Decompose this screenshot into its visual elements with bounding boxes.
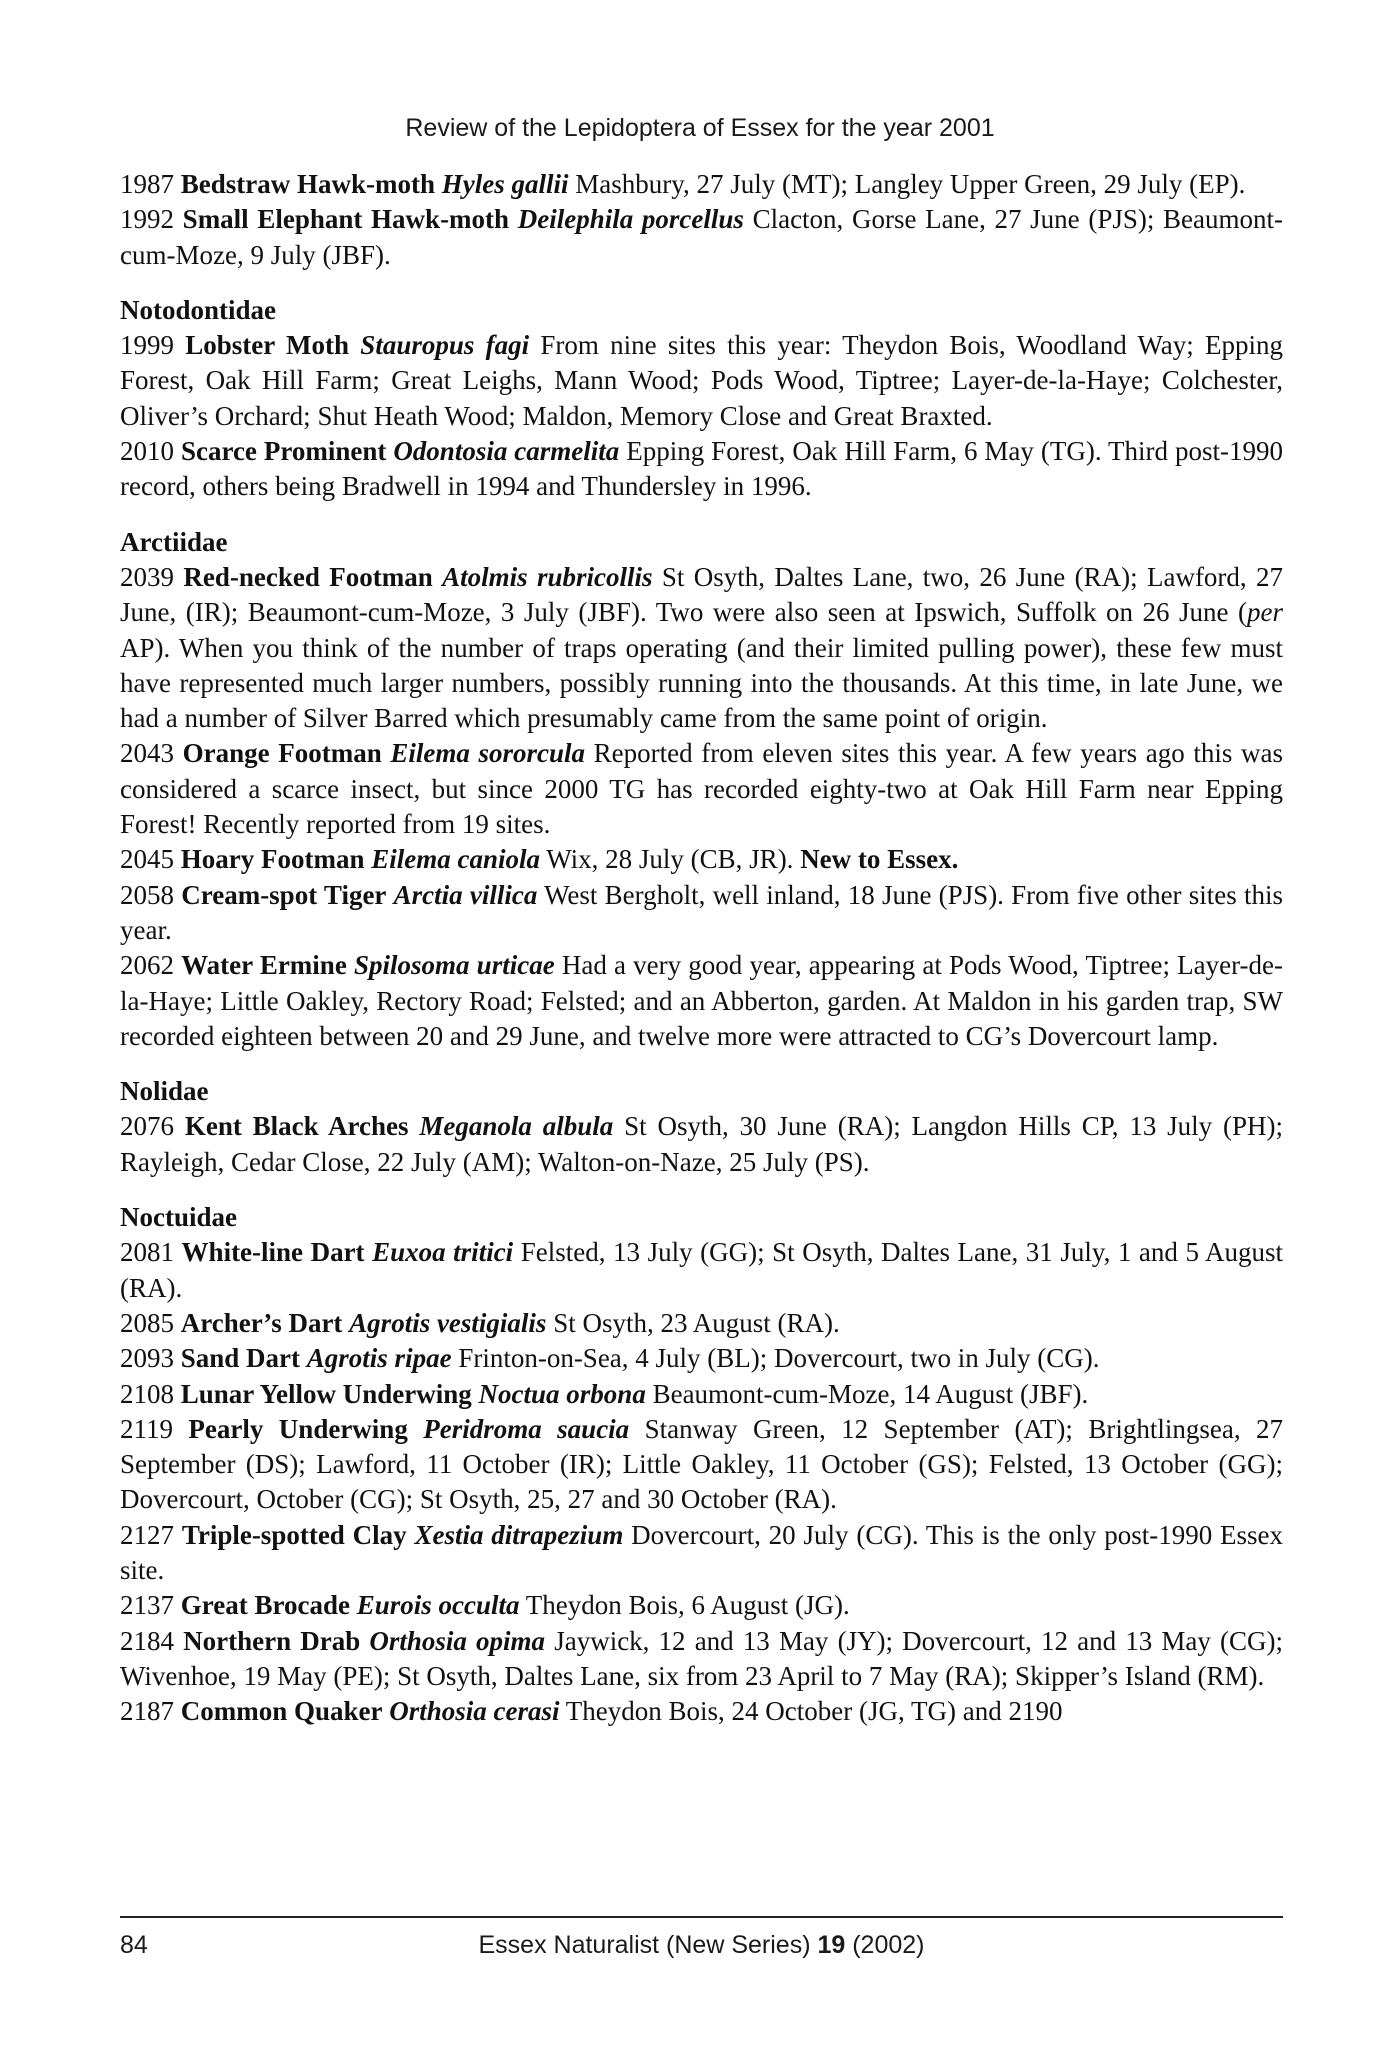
latin-name: Agrotis ripae xyxy=(306,1343,452,1374)
common-name: Kent Black Arches xyxy=(184,1111,409,1142)
record-text: Wix, 28 July (CB, JR). xyxy=(546,844,794,875)
latin-name: Eilema caniola xyxy=(371,844,540,875)
latin-name: Noctua orbona xyxy=(478,1378,646,1409)
common-name: Water Ermine xyxy=(181,950,347,981)
record-text: Theydon Bois, 24 October (JG, TG) and 2190 xyxy=(565,1696,1063,1727)
record-text-continued: AP). When you think of the number of traps operating (and their limited pulling power), these few must have represented much larger numbers, possibly running into the thousands. At this time, in late June, we had a number of Silver Barred which presumably came from the same point of origin. xyxy=(120,632,1283,734)
record-text: Reported from eleven sites this year. A few years ago this was considered a scarce insect, but since 2000 TG has recorded eighty-two at Oak Hill Farm near Epping Forest! Recently reported from 19 sites. xyxy=(120,738,1284,840)
page-number: 84 xyxy=(120,1931,148,1959)
record-text: Mashbury, 27 July (MT); Langley Upper Green, 29 July (EP). xyxy=(575,169,1246,199)
species-number: 1987 xyxy=(120,169,174,199)
species-entry xyxy=(120,1694,1283,1729)
latin-name: Eilema sororcula xyxy=(390,738,585,769)
species-number: 2076 xyxy=(120,1111,174,1142)
running-head: Review of the Lepidoptera of Essex for the year 2001 xyxy=(405,114,995,142)
species-number: 2119 xyxy=(120,1413,173,1444)
common-name: Northern Drab xyxy=(183,1625,361,1656)
record-text: West Bergholt, well inland, 18 June (PJS). From five other sites this year. xyxy=(120,879,1283,945)
record-text: Frinton-on-Sea, 4 July (BL); Dovercourt, two in July (CG). xyxy=(458,1343,1100,1374)
species-number: 2045 xyxy=(120,844,174,875)
species-number: 2127 xyxy=(120,1519,174,1550)
common-name: Sand Dart xyxy=(180,1343,301,1374)
section-notodontidae xyxy=(120,293,1283,505)
species-entry xyxy=(120,1588,1283,1623)
latin-name: Eurois occulta xyxy=(356,1590,520,1621)
species-number: 2187 xyxy=(120,1696,174,1727)
species-entry xyxy=(120,1412,1283,1518)
latin-name: Hyles gallii xyxy=(441,169,569,199)
journal-name: Essex Naturalist (New Series) xyxy=(478,1931,811,1959)
common-name: Common Quaker xyxy=(180,1696,383,1727)
latin-name: Agrotis vestigialis xyxy=(349,1307,547,1338)
species-entry xyxy=(120,842,1283,877)
record-text: Had a very good year, appearing at Pods Wood, Tiptree; Layer-de-la-Haye; Little Oakley, Rectory Road; Felsted; and an Abberton, garden. At Maldon in his garden trap, SW recorded eighteen between 20 and 29 June, and twelve more were attracted to CG’s Dovercourt lamp. xyxy=(120,950,1284,1051)
record-text: Felsted, 13 July (GG); St Osyth, Daltes Lane, 31 July, 1 and 5 August (RA). xyxy=(120,1237,1284,1303)
record-text: Jaywick, 12 and 13 May (JY); Dovercourt, 12 and 13 May (CG); Wivenhoe, 19 May (PE); St Osyth, Daltes Lane, six from 23 April to 7 May (RA); Skipper’s Island (RM). xyxy=(120,1625,1284,1691)
latin-name: Deilephila porcellus xyxy=(517,204,744,235)
latin-name: Stauropus fagi xyxy=(360,330,530,361)
latin-name: Odontosia carmelita xyxy=(393,436,620,467)
record-text: Dovercourt, 20 July (CG). This is the only post-1990 Essex site. xyxy=(120,1519,1284,1585)
species-entry xyxy=(120,328,1283,434)
species-number: 2108 xyxy=(120,1378,174,1409)
latin-name: Spilosoma urticae xyxy=(353,950,555,981)
italic-word: per xyxy=(1247,597,1283,628)
species-number: 2085 xyxy=(120,1307,174,1338)
common-name: Great Brocade xyxy=(180,1590,350,1621)
species-entry xyxy=(120,1624,1283,1695)
species-number: 1999 xyxy=(120,330,174,361)
latin-name: Arctia villica xyxy=(393,879,538,910)
common-name: Red-necked Footman xyxy=(183,561,433,592)
species-entry xyxy=(120,1109,1283,1180)
species-entry xyxy=(120,736,1283,842)
common-name: Triple-spotted Clay xyxy=(181,1519,407,1550)
common-name: Archer’s Dart xyxy=(180,1307,343,1338)
species-entry xyxy=(120,560,1283,736)
record-text: Stanway Green, 12 September (AT); Brightlingsea, 27 September (DS); Lawford, 11 October (IR); Little Oakley, 11 October (GS); Felsted, 13 October (GG); Dovercourt, October (CG); St Osyth, 25, 27 and 30 October (RA). xyxy=(120,1413,1283,1515)
record-text: St Osyth, 30 June (RA); Langdon Hills CP, 13 July (PH); Rayleigh, Cedar Close, 22 July (AM); Walton-on-Naze, 25 July (PS). xyxy=(120,1111,1284,1177)
family-heading: Nolidae xyxy=(120,1076,209,1107)
common-name: Bedstraw Hawk-moth xyxy=(180,169,435,199)
species-number: 2010 xyxy=(120,436,174,467)
family-heading: Noctuidae xyxy=(120,1202,237,1233)
common-name: Orange Footman xyxy=(182,738,382,769)
latin-name: Euxoa tritici xyxy=(372,1237,514,1268)
species-entry xyxy=(120,1377,1283,1412)
common-name: Cream-spot Tiger xyxy=(181,879,387,910)
body-text xyxy=(120,167,1283,1729)
species-number: 2081 xyxy=(120,1237,174,1268)
section-nolidae xyxy=(120,1074,1283,1180)
species-number: 2184 xyxy=(120,1625,174,1656)
species-number: 2062 xyxy=(120,950,174,981)
species-entry xyxy=(120,948,1283,1054)
publication-year: (2002) xyxy=(852,1931,925,1959)
species-entry xyxy=(120,1518,1283,1589)
common-name: Scarce Prominent xyxy=(180,436,387,467)
record-text: From nine sites this year: Theydon Bois, Woodland Way; Epping Forest, Oak Hill Farm; Great Leighs, Mann Wood; Pods Wood, Tiptree; Layer-de-la-Haye; Colchester, Oliver’s Orchard; Shut Heath Wood; Maldon, Memory Close and Great Braxted. xyxy=(120,330,1284,431)
record-text: Beaumont-cum-Moze, 14 August (JBF). xyxy=(652,1378,1089,1409)
common-name: Lunar Yellow Underwing xyxy=(180,1378,472,1409)
species-entry xyxy=(120,167,1283,202)
common-name: Small Elephant Hawk-moth xyxy=(182,204,510,235)
species-number: 2039 xyxy=(120,561,174,592)
record-text: St Osyth, Daltes Lane, two, 26 June (RA); Lawford, 27 June, (IR); Beaumont-cum-Moze, 3 July (JBF). Two were also seen at Ipswich, Suffolk on 26 June ( xyxy=(120,561,1284,628)
latin-name: Xestia ditrapezium xyxy=(414,1519,624,1550)
species-number: 2137 xyxy=(120,1590,174,1621)
record-text: Theydon Bois, 6 August (JG). xyxy=(525,1590,850,1621)
record-text: St Osyth, 23 August (RA). xyxy=(553,1307,840,1338)
latin-name: Atolmis rubricollis xyxy=(442,561,653,592)
species-entry xyxy=(120,1306,1283,1341)
latin-name: Orthosia opima xyxy=(369,1625,546,1656)
species-number: 2043 xyxy=(120,738,174,769)
family-heading: Arctiidae xyxy=(120,526,228,557)
species-entry xyxy=(120,434,1283,505)
latin-name: Orthosia cerasi xyxy=(389,1696,560,1727)
footer-rule xyxy=(120,1916,1283,1918)
common-name: Lobster Moth xyxy=(185,330,350,361)
section-noctuidae xyxy=(120,1200,1283,1729)
family-heading: Notodontidae xyxy=(120,294,277,325)
latin-name: Meganola albula xyxy=(419,1111,614,1142)
species-number: 1992 xyxy=(120,204,174,235)
volume-number: 19 xyxy=(817,1931,846,1959)
common-name: Hoary Footman xyxy=(180,844,365,875)
common-name: White-line Dart xyxy=(181,1237,365,1268)
common-name: Pearly Underwing xyxy=(188,1413,408,1444)
latin-name: Peridroma saucia xyxy=(423,1413,630,1444)
section-sphingidae-continued xyxy=(120,167,1283,273)
new-record-note: New to Essex. xyxy=(800,844,959,875)
species-entry xyxy=(120,202,1283,273)
species-entry xyxy=(120,878,1283,949)
record-text: Clacton, Gorse Lane, 27 June (PJS); Beaumont-cum-Moze, 9 July (JBF). xyxy=(120,204,1283,270)
journal-citation xyxy=(120,1929,1283,1961)
species-entry xyxy=(120,1341,1283,1376)
species-number: 2058 xyxy=(120,879,174,910)
species-number: 2093 xyxy=(120,1343,174,1374)
record-text: Epping Forest, Oak Hill Farm, 6 May (TG). Third post-1990 record, others being Bradwell in 1994 and Thundersley in 1996. xyxy=(120,436,1283,502)
species-entry xyxy=(120,1235,1283,1306)
section-arctiidae xyxy=(120,525,1283,1054)
